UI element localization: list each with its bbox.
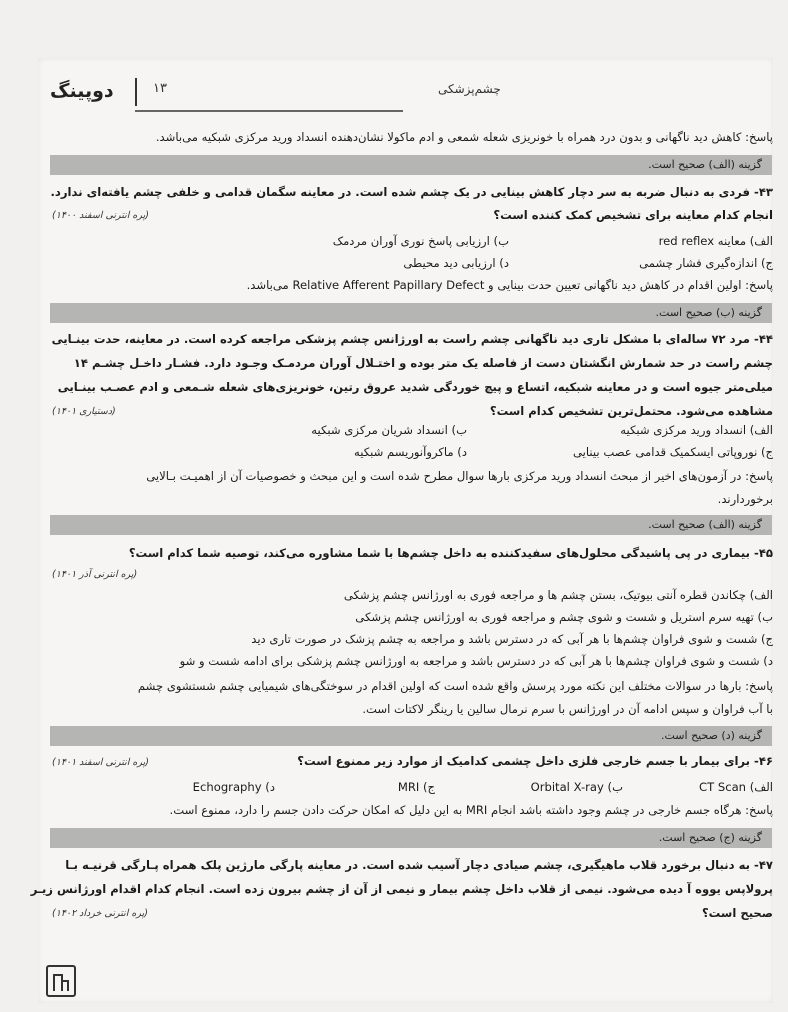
q46-option-d: د) Echography <box>192 780 275 794</box>
page-header <box>38 58 773 113</box>
publisher-logo-icon <box>46 965 76 997</box>
header-divider <box>135 78 137 106</box>
header-underline <box>135 110 403 112</box>
q46-option-c: ج) MRI <box>397 780 435 794</box>
answer-band-1: گزینه (الف) صحیح است. <box>50 155 772 175</box>
q45-option-c: ج) شست و شوی فراوان چشم‌ها با هر آبی که در دسترس باشد و مراجعه به چشم پزشک در صورت تاری دید <box>251 632 773 646</box>
q43-option-a: الف) معاینه red reflex <box>658 234 773 248</box>
q44-option-c: ج) نوروپاتی ایسکمیک قدامی عصب بینایی <box>573 445 773 459</box>
prev-answer: پاسخ: کاهش دید ناگهانی و بدون درد همراه با خونریزی شعله شمعی و ادم ماکولا نشان‌دهنده انسداد ورید مرکزی شبکیه می‌باشد. <box>155 130 773 144</box>
q45-answer-l2: با آب فراوان و سپس ادامه آن در اورژانس با سرم نرمال سالین یا رینگر لاکتات است. <box>362 702 773 716</box>
q44-line4: مشاهده می‌شود. محتمل‌ترین تشخیص کدام است؟ <box>489 404 773 418</box>
q43-option-b: ب) ارزیابی پاسخ نوری آوران مردمک <box>332 234 509 248</box>
q47-source: (پره انترنی خرداد ۱۴۰۲) <box>52 908 148 919</box>
q46-option-a: الف) CT Scan <box>698 780 773 794</box>
q45-source: (پره انترنی آذر ۱۴۰۱) <box>52 569 138 580</box>
q47-line2: پرولاپس یووه آ دیده می‌شود. نیمی از قلاب داخل چشم بیمار و نیمی از آن از چشم بیرون زده است. انجام کدام اقدام اورژانس زیـر <box>30 882 773 896</box>
q44-option-b: ب) انسداد شریان مرکزی شبکیه <box>311 423 467 437</box>
q45-answer-l1: پاسخ: بارها در سوالات مختلف این نکته مورد پرسش واقع شده است که اولین اقدام در سوختگی‌های شیمیایی چشم شستشوی چشم <box>137 679 773 693</box>
q44-answer-l2: برخوردارند. <box>717 492 773 506</box>
page-number: ۱۳ <box>153 81 167 96</box>
q46-line1: ۴۶- برای بیمار با جسم خارجی فلزی داخل چشمی کدامیک از موارد زیر ممنوع است؟ <box>297 754 773 768</box>
q43-option-c: ج) اندازه‌گیری فشار چشمی <box>639 256 773 270</box>
q45-option-b: ب) تهیه سرم استریل و شست و شوی چشم و مراجعه فوری به اورژانس چشم پزشکی <box>355 610 773 624</box>
book-page <box>30 58 773 1003</box>
q43-line1: ۴۳- فردی به دنبال ضربه به سر دچار کاهش بینایی در یک چشم شده است. در معاینه سگمان قدامی و خلفی چشم یافته‌ای ندارد. <box>50 185 773 199</box>
q45-option-a: الف) چکاندن قطره آنتی بیوتیک، بستن چشم ها و مراجعه فوری به اورژانس چشم پزشکی <box>343 588 773 602</box>
answer-band-5: گزینه (ج) صحیح است. <box>50 828 772 848</box>
q44-line3: میلی‌متر جیوه است و در معاینه شبکیه، اتساع و پیچ خوردگی شدید عروق رتین، خونریزی‌های شعله شـمعی و ادم عصـب بینـایی <box>57 380 773 394</box>
q47-line1: ۴۷- به دنبال برخورد قلاب ماهیگیری، چشم صیادی دچار آسیب شده است. در معاینه پارگی مارژین پلک همراه پـارگی قرنیـه بـا <box>65 858 773 872</box>
subject-title: چشم‌پزشکی <box>438 82 501 96</box>
q43-line2: انجام کدام معاینه برای تشخیص کمک کننده است؟ <box>493 208 773 222</box>
brand-logo: دوپینگ <box>50 80 114 102</box>
q46-answer: پاسخ: هرگاه جسم خارجی در چشم وجود داشته باشد انجام MRI به این دلیل که امکان حرکت دادن جسم را دارد، ممنوع است. <box>169 803 773 817</box>
q44-source: (دستیاری ۱۴۰۱) <box>52 406 116 417</box>
answer-band-2: گزینه (ب) صحیح است. <box>50 303 772 323</box>
q44-answer-l1: پاسخ: در آزمون‌های اخیر از مبحث انسداد ورید مرکزی بارها سوال مطرح شده است و این مبحث و خصوصیات آن از اهمیـت بـالایی <box>146 469 773 483</box>
q44-line1: ۴۴- مرد ۷۲ ساله‌ای با مشکل تاری دید ناگهانی چشم راست به اورژانس چشم پزشکی مراجعه کرده است. در معاینه، حدت بینـایی <box>51 332 773 346</box>
q44-line2: چشم راست در حد شمارش انگشتان دست از فاصله یک متر بوده و اختـلال آوران مردمـک وجـود دارد. فشـار داخـل چشـم ۱۴ <box>73 356 773 370</box>
answer-band-3: گزینه (الف) صحیح است. <box>50 515 772 535</box>
q43-answer: پاسخ: اولین اقدام در کاهش دید ناگهانی تعیین حدت بینایی و Relative Afferent Papillary Defect می‌باشد. <box>246 278 773 292</box>
q43-source: (پره انترنی اسفند ۱۴۰۰) <box>52 210 149 221</box>
q43-option-d: د) ارزیابی دید محیطی <box>403 256 509 270</box>
q45-line1: ۴۵- بیماری در پی پاشیدگی محلول‌های سفیدکننده به داخل چشم‌ها با شما مشاوره می‌کند، توصیه شما کدام است؟ <box>128 546 773 560</box>
q46-option-b: ب) Orbital X-ray <box>530 780 623 794</box>
q44-option-a: الف) انسداد ورید مرکزی شبکیه <box>620 423 773 437</box>
q44-option-d: د) ماکروآنوریسم شبکیه <box>354 445 467 459</box>
q47-line3: صحیح است؟ <box>701 906 773 920</box>
answer-band-4: گزینه (د) صحیح است. <box>50 726 772 746</box>
q45-option-d: د) شست و شوی فراوان چشم‌ها با هر آبی که در دسترس باشد و مراجعه به اورژانس چشم پزشکی برای ادامه شست و شو <box>179 654 773 668</box>
q46-source: (پره انترنی اسفند ۱۴۰۱) <box>52 757 149 768</box>
